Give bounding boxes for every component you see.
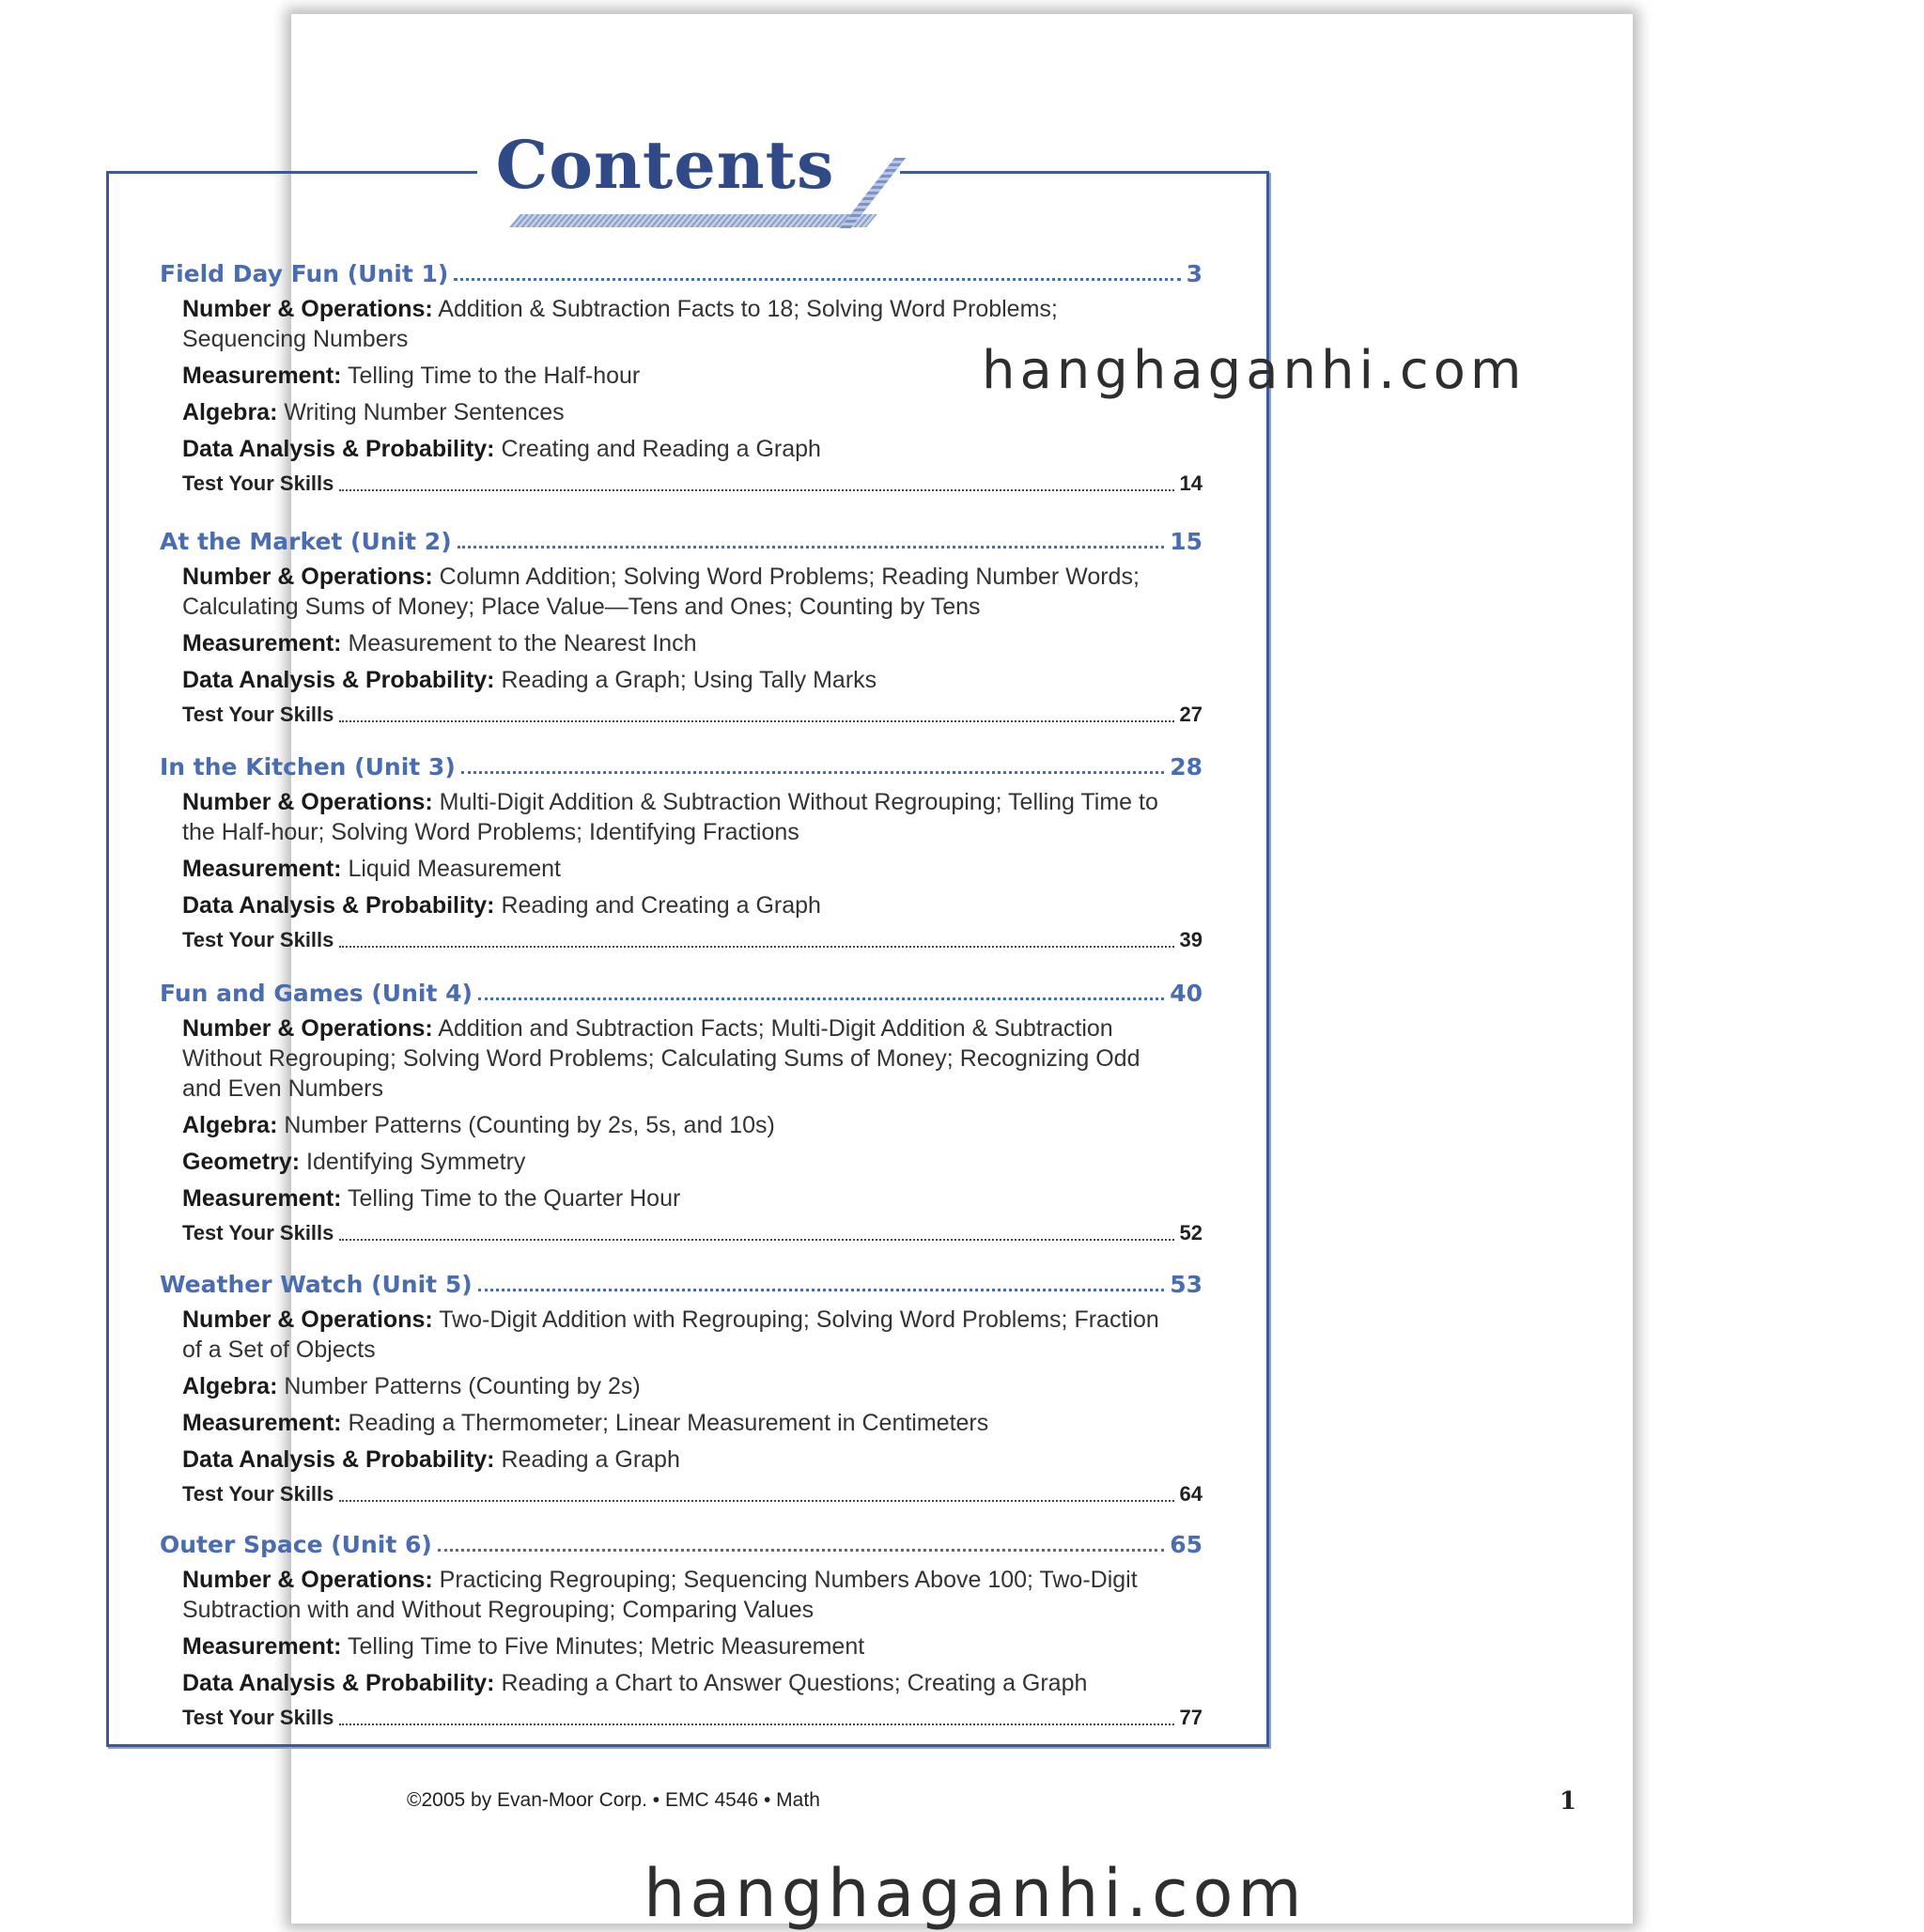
- test-page: 39: [1179, 928, 1202, 951]
- test-page: 14: [1179, 471, 1202, 495]
- topic-line: [182, 1013, 1165, 1104]
- topic-label: Number & Operations:: [182, 1306, 433, 1333]
- unit-section: [160, 973, 1202, 1245]
- unit-title: Field Day Fun (Unit 1): [160, 260, 449, 287]
- topic-line: [182, 1305, 1165, 1365]
- dot-leader: [339, 489, 1173, 491]
- dot-leader: [339, 720, 1173, 722]
- unit-section: [160, 521, 1202, 727]
- test-label: Test Your Skills: [182, 1706, 334, 1729]
- test-label: Test Your Skills: [182, 471, 334, 495]
- test-your-skills[interactable]: [182, 701, 1202, 727]
- topic-label: Number & Operations:: [182, 564, 433, 590]
- unit-page: 3: [1186, 260, 1202, 287]
- unit-page: 65: [1170, 1531, 1202, 1558]
- topic-line: [182, 890, 1165, 920]
- topic-label: Measurement:: [182, 630, 342, 657]
- test-your-skills[interactable]: [182, 926, 1202, 952]
- topic-label: Number & Operations:: [182, 296, 433, 322]
- topic-line: [182, 1445, 1165, 1475]
- topic-text: Identifying Symmetry: [300, 1149, 526, 1175]
- test-page: 77: [1179, 1706, 1202, 1729]
- topic-text: Multi-Digit Addition & Subtraction Without Regrouping; Telling Time to the Half-hour; Solving Word Problems; Identifying Fractions: [182, 789, 1158, 845]
- copyright-footer: ©2005 by Evan-Moor Corp. • EMC 4546 • Math: [407, 1789, 820, 1811]
- unit-section: [160, 1264, 1202, 1507]
- topic-line: [182, 665, 1165, 695]
- unit-section: [160, 1524, 1202, 1730]
- topic-text: Telling Time to Five Minutes; Metric Measurement: [341, 1633, 865, 1660]
- unit-heading[interactable]: [160, 521, 1202, 555]
- topic-label: Geometry:: [182, 1149, 301, 1175]
- topic-text: Telling Time to the Half-hour: [341, 363, 641, 389]
- topic-line: [182, 628, 1165, 658]
- unit-title: In the Kitchen (Unit 3): [160, 753, 456, 781]
- topic-label: Measurement:: [182, 1410, 342, 1436]
- dot-leader: [339, 946, 1173, 948]
- topic-line: [182, 1371, 1165, 1401]
- unit-heading[interactable]: [160, 1524, 1202, 1558]
- dot-leader: [339, 1239, 1173, 1241]
- test-page: 52: [1179, 1221, 1202, 1244]
- topic-text: Writing Number Sentences: [277, 399, 565, 425]
- topic-label: Algebra:: [182, 1373, 278, 1399]
- watermark-text: hanghaganhi.com: [644, 1855, 1307, 1932]
- topic-label: Algebra:: [182, 1112, 278, 1138]
- unit-title: Fun and Games (Unit 4): [160, 980, 473, 1007]
- test-your-skills[interactable]: [182, 1704, 1202, 1730]
- topic-label: Data Analysis & Probability:: [182, 667, 495, 693]
- dot-leader: [454, 278, 1180, 281]
- unit-page: 15: [1170, 528, 1202, 555]
- test-label: Test Your Skills: [182, 1221, 334, 1244]
- topic-text: Telling Time to the Quarter Hour: [341, 1185, 681, 1212]
- topic-label: Number & Operations:: [182, 1015, 433, 1042]
- topic-line: [182, 787, 1165, 847]
- topic-text: Number Patterns (Counting by 2s, 5s, and 10s): [277, 1112, 775, 1138]
- topic-label: Measurement:: [182, 1185, 342, 1212]
- topic-label: Measurement:: [182, 856, 342, 882]
- unit-page: 53: [1170, 1271, 1202, 1298]
- test-label: Test Your Skills: [182, 1482, 334, 1506]
- topic-label: Data Analysis & Probability:: [182, 892, 495, 919]
- test-your-skills[interactable]: [182, 1219, 1202, 1245]
- dot-leader: [461, 771, 1164, 774]
- page-number: 1: [1559, 1787, 1577, 1816]
- topic-line: [182, 434, 1165, 464]
- test-page: 64: [1179, 1482, 1202, 1506]
- dot-leader: [339, 1723, 1173, 1725]
- topic-line: [182, 854, 1165, 884]
- unit-heading[interactable]: [160, 973, 1202, 1007]
- unit-section: [160, 747, 1202, 952]
- topic-label: Data Analysis & Probability:: [182, 436, 495, 462]
- topic-text: Two-Digit Addition with Regrouping; Solving Word Problems; Fraction of a Set of Objects: [182, 1306, 1159, 1363]
- topic-line: [182, 1147, 1165, 1177]
- topic-text: Reading a Chart to Answer Questions; Creating a Graph: [494, 1670, 1088, 1696]
- topic-line: [182, 562, 1165, 622]
- topic-text: Reading a Graph; Using Tally Marks: [494, 667, 877, 693]
- unit-title: Weather Watch (Unit 5): [160, 1271, 473, 1298]
- unit-heading[interactable]: [160, 254, 1202, 287]
- topic-line: [182, 1631, 1165, 1662]
- dot-leader: [458, 546, 1165, 549]
- unit-title: At the Market (Unit 2): [160, 528, 452, 555]
- topic-line: [182, 1408, 1165, 1438]
- unit-page: 40: [1170, 980, 1202, 1007]
- topic-text: Reading and Creating a Graph: [494, 892, 821, 919]
- test-page: 27: [1179, 703, 1202, 726]
- topic-label: Data Analysis & Probability:: [182, 1446, 495, 1473]
- test-your-skills[interactable]: [182, 1480, 1202, 1507]
- dot-leader: [478, 997, 1164, 1000]
- topic-text: Creating and Reading a Graph: [494, 436, 821, 462]
- topic-label: Number & Operations:: [182, 1567, 433, 1593]
- page-title: Contents: [495, 126, 835, 204]
- dot-leader: [438, 1549, 1164, 1552]
- topic-label: Measurement:: [182, 363, 342, 389]
- topic-text: Measurement to the Nearest Inch: [341, 630, 697, 657]
- topic-label: Number & Operations:: [182, 789, 433, 815]
- topic-text: Number Patterns (Counting by 2s): [277, 1373, 641, 1399]
- topic-line: [182, 1183, 1165, 1213]
- topic-text: Addition and Subtraction Facts; Multi-Digit Addition & Subtraction Without Regrouping; Solving Word Problems; Calculating Sums of Money; Recognizing Odd and Even Numbers: [182, 1015, 1140, 1102]
- topic-label: Algebra:: [182, 399, 278, 425]
- test-label: Test Your Skills: [182, 928, 334, 951]
- dot-leader: [478, 1289, 1165, 1291]
- topic-text: Reading a Graph: [494, 1446, 680, 1473]
- topic-line: [182, 1668, 1165, 1698]
- topic-line: [182, 1110, 1165, 1140]
- title-banner: [477, 120, 900, 231]
- topic-text: Column Addition; Solving Word Problems; Reading Number Words; Calculating Sums of Money; Place Value—Tens and Ones; Counting by Tens: [182, 564, 1140, 620]
- test-label: Test Your Skills: [182, 703, 334, 726]
- unit-heading[interactable]: [160, 1264, 1202, 1298]
- topic-text: Addition & Subtraction Facts to 18; Solving Word Problems; Sequencing Numbers: [182, 296, 1058, 352]
- watermark-text: hanghaganhi.com: [982, 340, 1527, 401]
- topic-line: [182, 397, 1165, 427]
- topic-line: [182, 1565, 1165, 1625]
- unit-title: Outer Space (Unit 6): [160, 1531, 432, 1558]
- topic-label: Measurement:: [182, 1633, 342, 1660]
- topic-label: Data Analysis & Probability:: [182, 1670, 495, 1696]
- topic-text: Liquid Measurement: [341, 856, 561, 882]
- unit-page: 28: [1170, 753, 1202, 781]
- test-your-skills[interactable]: [182, 470, 1202, 496]
- topic-text: Practicing Regrouping; Sequencing Numbers Above 100; Two-Digit Subtraction with and Without Regrouping; Comparing Values: [182, 1567, 1138, 1623]
- unit-heading[interactable]: [160, 747, 1202, 781]
- topic-text: Reading a Thermometer; Linear Measurement in Centimeters: [341, 1410, 989, 1436]
- dot-leader: [339, 1500, 1173, 1502]
- title-underline-stripe: [509, 214, 877, 227]
